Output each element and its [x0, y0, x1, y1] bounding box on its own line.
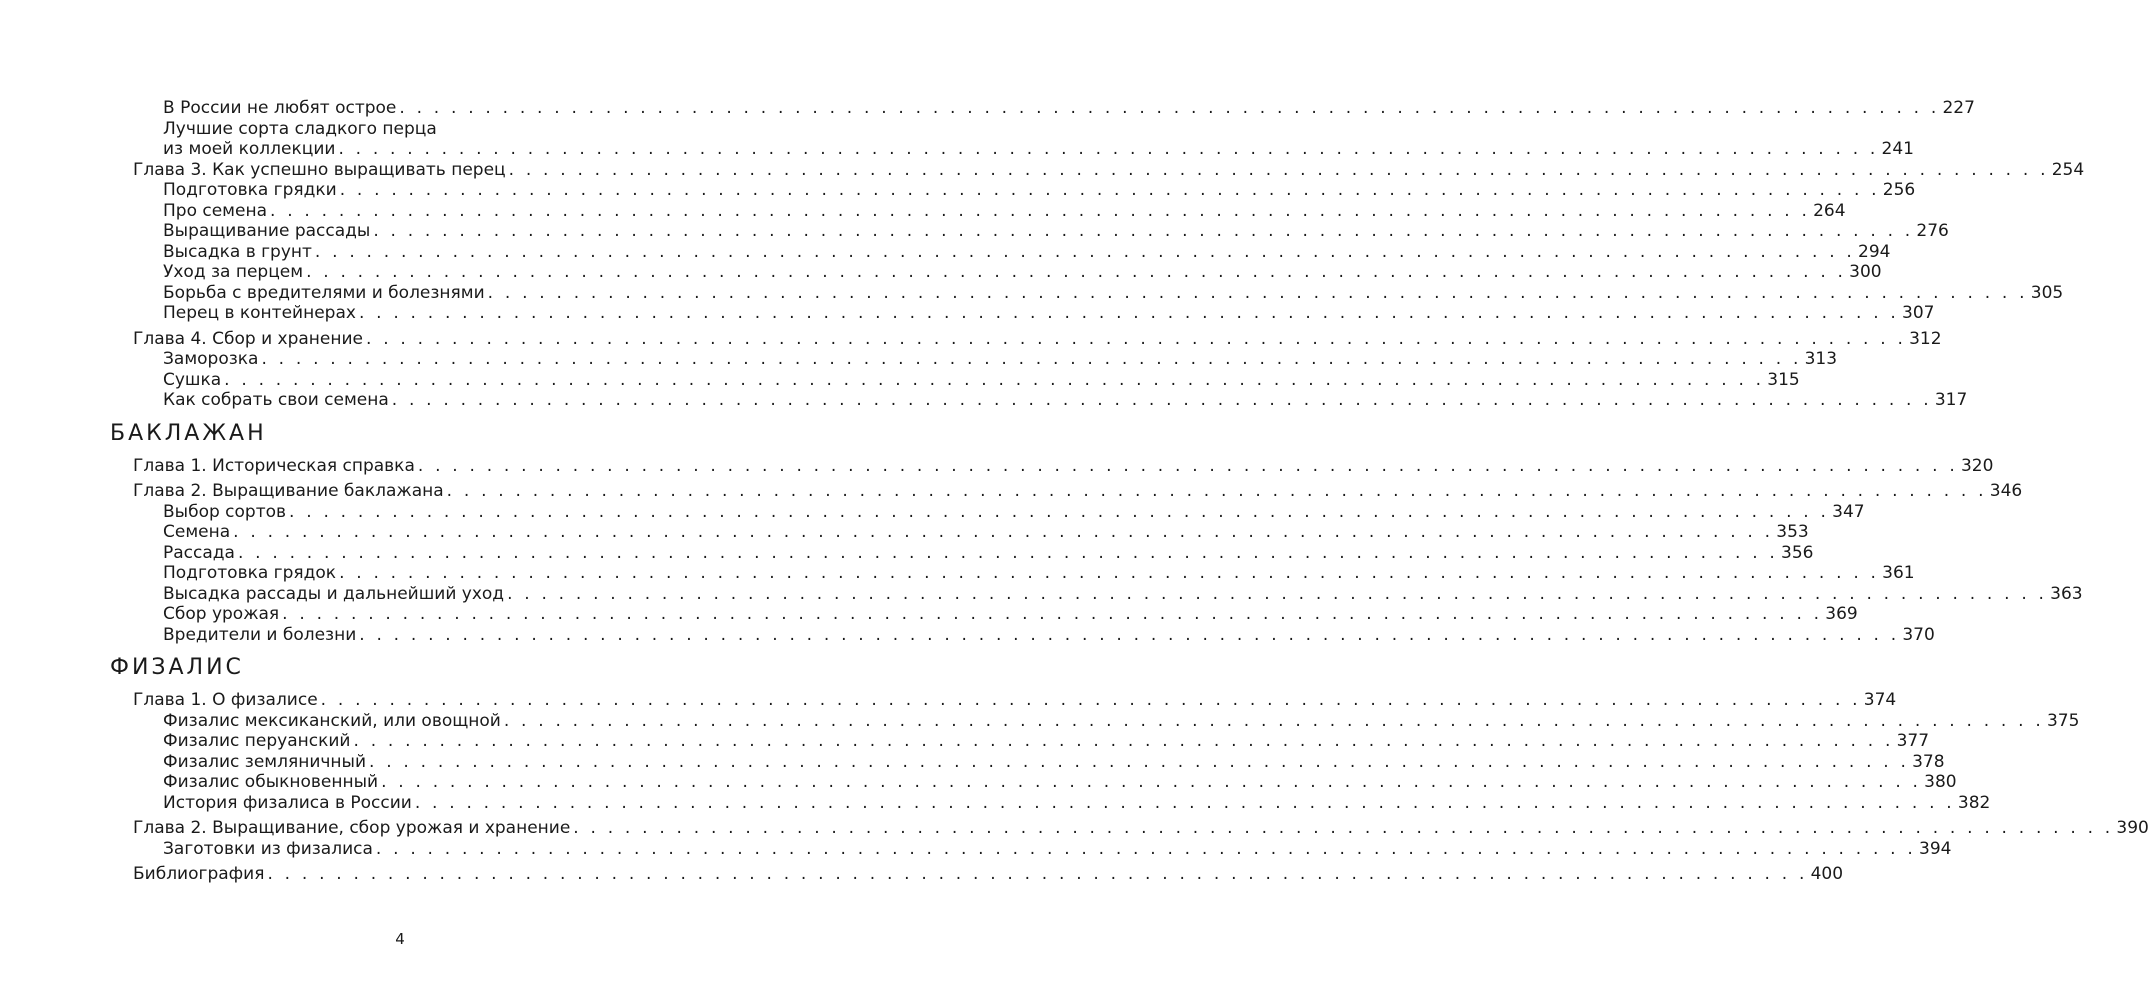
toc-subentry	[163, 583, 2083, 605]
toc-page-number: 356	[1781, 542, 1814, 563]
dot-leader: . . . . . . . . . . . . . . . . . . . . . . . . . . . . . . . . . . . . . . . . . . . . . . . . . . . . . . . . . . . . . . . . . . . . . . . . . . . . . . . . . . . . . . . . . .	[261, 349, 1802, 369]
dot-leader: . . . . . . . . . . . . . . . . . . . . . . . . . . . . . . . . . . . . . . . . . . . . . . . . . . . . . . . . . . . . . . . . . . . . . . . . . . . . . . . . . . . . . . . . . .	[359, 624, 1900, 645]
toc-page-number: 254	[2051, 159, 2085, 180]
toc-page-number: 378	[1912, 751, 1945, 772]
toc-page-number: 256	[1882, 180, 1916, 200]
dot-leader: . . . . . . . . . . . . . . . . . . . . . . . . . . . . . . . . . . . . . . . . . . . . . . . . . . . . . . . . . . . . . . . . . . . . . . . . . . . . . . . . . . . . . . . . . .	[365, 328, 1907, 349]
toc-page-number: 380	[1924, 772, 1957, 792]
dot-leader: . . . . . . . . . . . . . . . . . . . . . . . . . . . . . . . . . . . . . . . . . . . . . . . . . . . . . . . . . . . . . . . . . . . . . . . . . . . . . . . . . . . . . . . . . .	[338, 139, 1879, 159]
toc-entry-title: Глава 2. Выращивание, сбор урожая и хранение	[133, 818, 571, 838]
toc-entry-title: Выращивание рассады	[163, 221, 371, 241]
dot-leader: . . . . . . . . . . . . . . . . . . . . . . . . . . . . . . . . . . . . . . . . . . . . . . . . . . . . . . . . . . . . . . . . . . . . . . . . . . . . . . . . . . . . . . . . . .	[417, 455, 1958, 476]
toc-subentry	[163, 303, 1935, 324]
toc-entry-title: Глава 1. О физалисе	[133, 690, 318, 710]
toc-page-number: 374	[1863, 690, 1897, 710]
toc-page-number: 346	[1989, 481, 2023, 501]
toc-entry-text: Лучшие сорта сладкого перца	[163, 118, 437, 139]
toc-page-number: 300	[1849, 262, 1882, 282]
dot-leader: . . . . . . . . . . . . . . . . . . . . . . . . . . . . . . . . . . . . . . . . . . . . . . . . . . . . . . . . . . . . . . . . . . . . . . . . . . . . . . . . . . . . . . . . . .	[508, 159, 2049, 180]
toc-subentry	[163, 624, 1935, 646]
toc-page-number: 363	[2050, 583, 2083, 604]
toc-subentry	[163, 221, 1949, 242]
dot-leader: . . . . . . . . . . . . . . . . . . . . . . . . . . . . . . . . . . . . . . . . . . . . . . . . . . . . . . . . . . . . . . . . . . . . . . . . . . . . . . . . . . . . . . . . . .	[507, 583, 2048, 604]
toc-page-number: 400	[1810, 864, 1844, 884]
toc-entry-title: Как собрать свои семена	[163, 390, 389, 410]
dot-leader: . . . . . . . . . . . . . . . . . . . . . . . . . . . . . . . . . . . . . . . . . . . . . . . . . . . . . . . . . . . . . . . . . . . . . . . . . . . . . . . . . . . . . . . . . .	[314, 241, 1856, 262]
dot-leader: . . . . . . . . . . . . . . . . . . . . . . . . . . . . . . . . . . . . . . . . . . . . . . . . . . . . . . . . . . . . . . . . . . . . . . . . . . . . . . . . . . . . . . . . . .	[233, 522, 1774, 542]
toc-subentry	[163, 241, 1891, 263]
toc-entry-title: Глава 1. Историческая справка	[133, 455, 415, 476]
toc-page-number: 315	[1767, 369, 1800, 390]
toc-entry-title: Семена	[163, 522, 231, 542]
toc-chapter-entry	[133, 481, 2023, 502]
toc-chapter-entry	[133, 455, 1994, 477]
dot-leader: . . . . . . . . . . . . . . . . . . . . . . . . . . . . . . . . . . . . . . . . . . . . . . . . . . . . . . . . . . . . . . . . . . . . . . . . . . . . . . . . . . . . . . . . . .	[339, 180, 1880, 200]
toc-subentry	[163, 563, 1915, 584]
toc-page-number: 276	[1916, 221, 1949, 241]
toc-subentry	[163, 710, 2080, 732]
toc-subentry	[163, 390, 1968, 411]
toc-subentry	[163, 369, 1800, 391]
toc-entry-title: Заморозка	[163, 349, 259, 369]
toc-page-number: 369	[1825, 604, 1858, 624]
toc-subentry	[163, 98, 1975, 119]
toc-chapter-entry	[133, 818, 2149, 839]
dot-leader: . . . . . . . . . . . . . . . . . . . . . . . . . . . . . . . . . . . . . . . . . . . . . . . . . . . . . . . . . . . . . . . . . . . . . . . . . . . . . . . . . . . . . . . . . .	[289, 501, 1830, 522]
toc-subentry	[163, 180, 1916, 201]
page-number: 4	[395, 930, 405, 948]
dot-leader: . . . . . . . . . . . . . . . . . . . . . . . . . . . . . . . . . . . . . . . . . . . . . . . . . . . . . . . . . . . . . . . . . . . . . . . . . . . . . . . . . . . . . . . . . .	[339, 563, 1880, 583]
dot-leader: . . . . . . . . . . . . . . . . . . . . . . . . . . . . . . . . . . . . . . . . . . . . . . . . . . . . . . . . . . . . . . . . . . . . . . . . . . . . . . . . . . . . . . . . . .	[573, 818, 2114, 838]
toc-subentry	[163, 731, 1930, 752]
toc-page-number: 307	[1902, 303, 1935, 323]
dot-leader: . . . . . . . . . . . . . . . . . . . . . . . . . . . . . . . . . . . . . . . . . . . . . . . . . . . . . . . . . . . . . . . . . . . . . . . . . . . . . . . . . . . . . . . . . .	[237, 542, 1779, 563]
dot-leader: . . . . . . . . . . . . . . . . . . . . . . . . . . . . . . . . . . . . . . . . . . . . . . . . . . . . . . . . . . . . . . . . . . . . . . . . . . . . . . . . . . . . . . . . . .	[282, 604, 1823, 624]
toc-entry-title: Сбор урожая	[163, 604, 280, 624]
toc-entry-title: Подготовка грядок	[163, 563, 337, 583]
toc-subentry	[163, 522, 1809, 543]
toc-entry-title: Физалис мексиканский, или овощной	[163, 710, 501, 731]
dot-leader: . . . . . . . . . . . . . . . . . . . . . . . . . . . . . . . . . . . . . . . . . . . . . . . . . . . . . . . . . . . . . . . . . . . . . . . . . . . . . . . . . . . . . . . . . .	[391, 390, 1932, 410]
toc-page-number: 312	[1909, 328, 1942, 349]
toc-entry-title: Борьба с вредителями и болезнями	[163, 282, 485, 303]
dot-leader: . . . . . . . . . . . . . . . . . . . . . . . . . . . . . . . . . . . . . . . . . . . . . . . . . . . . . . . . . . . . . . . . . . . . . . . . . . . . . . . . . . . . . . . . . .	[369, 751, 1910, 772]
toc-page-number: 382	[1957, 792, 1991, 813]
toc-subentry	[163, 349, 1838, 370]
toc-page-number: 317	[1934, 390, 1968, 410]
toc-entry-title: Рассада	[163, 542, 235, 563]
toc-entry-title: Физалис обыкновенный	[163, 772, 379, 792]
toc-page-number: 305	[2030, 282, 2064, 303]
dot-leader: . . . . . . . . . . . . . . . . . . . . . . . . . . . . . . . . . . . . . . . . . . . . . . . . . . . . . . . . . . . . . . . . . . . . . . . . . . . . . . . . . . . . . . . . . .	[224, 369, 1765, 390]
toc-subentry	[163, 200, 1846, 222]
toc-page-number: 264	[1813, 200, 1846, 221]
toc-page-number: 377	[1896, 731, 1930, 751]
toc-section-heading: ФИЗАЛИС	[110, 655, 244, 680]
toc-page-number: 394	[1919, 838, 1952, 859]
toc-entry-title: Выбор сортов	[163, 501, 287, 522]
toc-entry-title: Перец в контейнерах	[163, 303, 356, 323]
toc-subentry	[163, 262, 1882, 283]
toc-entry-title: Про семена	[163, 200, 268, 221]
toc-entry-title: Сушка	[163, 369, 222, 390]
toc-entry-title: Глава 4. Сбор и хранение	[133, 328, 363, 349]
table-of-contents	[0, 98, 2149, 885]
toc-entry-title: Уход за перцем	[163, 262, 304, 282]
toc-page-number: 294	[1858, 241, 1891, 262]
toc-entry-title: В России не любят острое	[163, 98, 397, 118]
toc-page-number: 390	[2116, 818, 2149, 838]
dot-leader: . . . . . . . . . . . . . . . . . . . . . . . . . . . . . . . . . . . . . . . . . . . . . . . . . . . . . . . . . . . . . . . . . . . . . . . . . . . . . . . . . . . . . . . . . .	[375, 838, 1916, 859]
dot-leader: . . . . . . . . . . . . . . . . . . . . . . . . . . . . . . . . . . . . . . . . . . . . . . . . . . . . . . . . . . . . . . . . . . . . . . . . . . . . . . . . . . . . . . . . . .	[373, 221, 1914, 241]
dot-leader: . . . . . . . . . . . . . . . . . . . . . . . . . . . . . . . . . . . . . . . . . . . . . . . . . . . . . . . . . . . . . . . . . . . . . . . . . . . . . . . . . . . . . . . . . .	[446, 481, 1987, 501]
dot-leader: . . . . . . . . . . . . . . . . . . . . . . . . . . . . . . . . . . . . . . . . . . . . . . . . . . . . . . . . . . . . . . . . . . . . . . . . . . . . . . . . . . . . . . . . . .	[414, 792, 1955, 813]
dot-leader: . . . . . . . . . . . . . . . . . . . . . . . . . . . . . . . . . . . . . . . . . . . . . . . . . . . . . . . . . . . . . . . . . . . . . . . . . . . . . . . . . . . . . . . . . .	[358, 303, 1900, 323]
toc-entry-title: Физалис перуанский	[163, 731, 351, 751]
toc-chapter-entry	[133, 328, 1942, 350]
toc-chapter-entry	[133, 690, 1897, 711]
dot-leader: . . . . . . . . . . . . . . . . . . . . . . . . . . . . . . . . . . . . . . . . . . . . . . . . . . . . . . . . . . . . . . . . . . . . . . . . . . . . . . . . . . . . . . . . . .	[306, 262, 1847, 282]
toc-page-number: 347	[1832, 501, 1865, 522]
dot-leader: . . . . . . . . . . . . . . . . . . . . . . . . . . . . . . . . . . . . . . . . . . . . . . . . . . . . . . . . . . . . . . . . . . . . . . . . . . . . . . . . . . . . . . . . . .	[503, 710, 2044, 731]
toc-page-number: 320	[1960, 455, 1994, 476]
dot-leader: . . . . . . . . . . . . . . . . . . . . . . . . . . . . . . . . . . . . . . . . . . . . . . . . . . . . . . . . . . . . . . . . . . . . . . . . . . . . . . . . . . . . . . . . . .	[399, 98, 1940, 118]
toc-page-number: 227	[1942, 98, 1975, 118]
toc-subentry	[163, 139, 1914, 160]
toc-entry-title: Заготовки из физалиса	[163, 838, 373, 859]
toc-subentry	[163, 751, 1945, 773]
toc-entry-title: Высадка рассады и дальнейший уход	[163, 583, 505, 604]
toc-entry-title: Вредители и болезни	[163, 624, 357, 645]
toc-subentry	[163, 542, 1814, 564]
toc-page-number: 370	[1902, 624, 1935, 645]
dot-leader: . . . . . . . . . . . . . . . . . . . . . . . . . . . . . . . . . . . . . . . . . . . . . . . . . . . . . . . . . . . . . . . . . . . . . . . . . . . . . . . . . . . . . . . . . .	[270, 200, 1811, 221]
toc-subentry	[163, 838, 1952, 860]
toc-entry-title: Библиография	[133, 864, 265, 884]
toc-page-number: 375	[2046, 710, 2080, 731]
toc-entry-title: Высадка в грунт	[163, 241, 312, 262]
dot-leader: . . . . . . . . . . . . . . . . . . . . . . . . . . . . . . . . . . . . . . . . . . . . . . . . . . . . . . . . . . . . . . . . . . . . . . . . . . . . . . . . . . . . . . . . . .	[487, 282, 2028, 303]
toc-entry-title: История физалиса в России	[163, 792, 412, 813]
dot-leader: . . . . . . . . . . . . . . . . . . . . . . . . . . . . . . . . . . . . . . . . . . . . . . . . . . . . . . . . . . . . . . . . . . . . . . . . . . . . . . . . . . . . . . . . . .	[320, 690, 1861, 710]
toc-page-number: 313	[1804, 349, 1838, 369]
toc-subentry	[163, 772, 1957, 793]
toc-page-number: 361	[1882, 563, 1915, 583]
toc-subentry	[163, 792, 1991, 814]
dot-leader: . . . . . . . . . . . . . . . . . . . . . . . . . . . . . . . . . . . . . . . . . . . . . . . . . . . . . . . . . . . . . . . . . . . . . . . . . . . . . . . . . . . . . . . . . .	[381, 772, 1922, 792]
toc-subentry	[163, 501, 1865, 523]
toc-page-number: 353	[1776, 522, 1809, 542]
toc-entry-title: Глава 3. Как успешно выращивать перец	[133, 159, 506, 180]
toc-chapter-entry	[133, 864, 1844, 885]
toc-subentry	[163, 282, 2064, 304]
toc-page-number: 241	[1881, 139, 1914, 159]
toc-entry-title: Глава 2. Выращивание баклажана	[133, 481, 444, 501]
dot-leader: . . . . . . . . . . . . . . . . . . . . . . . . . . . . . . . . . . . . . . . . . . . . . . . . . . . . . . . . . . . . . . . . . . . . . . . . . . . . . . . . . . . . . . . . . .	[353, 731, 1894, 751]
toc-entry-title: из моей коллекции	[163, 139, 336, 159]
toc-chapter-entry	[133, 159, 2085, 181]
dot-leader: . . . . . . . . . . . . . . . . . . . . . . . . . . . . . . . . . . . . . . . . . . . . . . . . . . . . . . . . . . . . . . . . . . . . . . . . . . . . . . . . . . . . . . . . . .	[267, 864, 1808, 884]
toc-entry-title: Физалис земляничный	[163, 751, 367, 772]
toc-entry-title: Подготовка грядки	[163, 180, 337, 200]
toc-section-heading: БАКЛАЖАН	[110, 420, 267, 446]
toc-subentry	[163, 604, 1858, 625]
